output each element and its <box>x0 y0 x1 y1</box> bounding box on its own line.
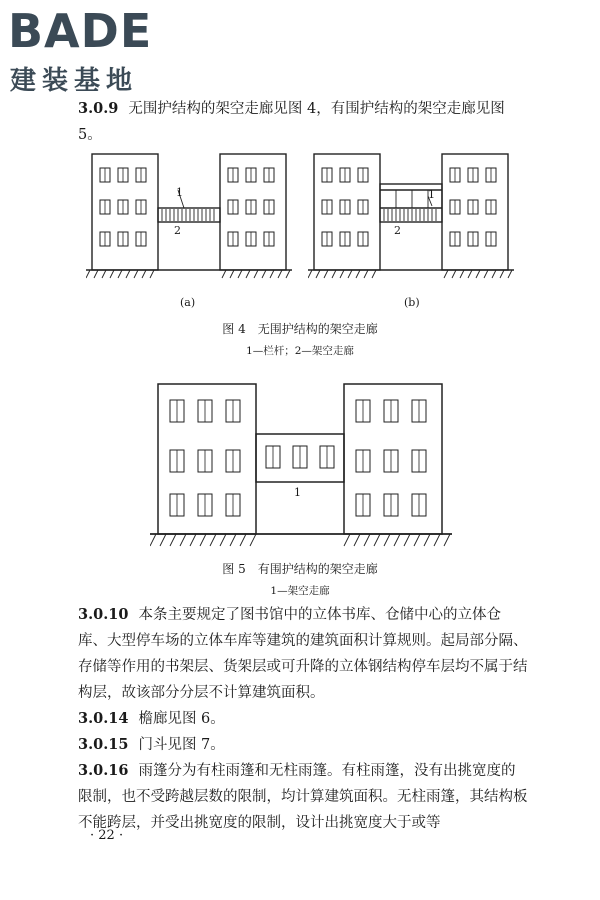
logo-subtitle: 建装基地 <box>10 66 139 96</box>
section-number: 3.0.14 <box>78 710 129 727</box>
fig4-sub-a: (a) <box>180 296 196 309</box>
section-text: 本条主要规定了图书馆中的立体书库、仓储中心的立体仓库、大型停车场的立体车库等建筑的建筑面积计算规则。起局部分隔、存储等作用的书架层、货架层或可升降的立体钢结构停车层均不属于结构层，故该部分分层不计算建筑面积。 <box>78 607 528 701</box>
section-3-0-15 <box>78 732 528 758</box>
figure4-a-drawing <box>86 148 292 280</box>
logo-brand: BADE <box>8 4 153 58</box>
section-text: 檐廊见图 6。 <box>138 711 225 727</box>
page-number: · 22 · <box>90 828 124 843</box>
section-3-0-14 <box>78 706 528 732</box>
fig4b-label-1: 1 <box>428 188 435 201</box>
figure4-legend: 1—栏杆；2—架空走廊 <box>246 345 354 357</box>
section-3-0-10 <box>78 602 528 706</box>
figure4-b-drawing <box>308 148 514 280</box>
fig4-sub-b: (b) <box>404 296 420 309</box>
section-text: 门斗见图 7。 <box>138 737 225 753</box>
section-number: 3.0.10 <box>78 606 129 623</box>
fig4a-label-1: 1 <box>176 186 183 199</box>
section-text: 雨篷分为有柱雨篷和无柱雨篷。有柱雨篷，没有出挑宽度的限制，也不受跨越层数的限制，均计算建筑面积。无柱雨篷，其结构板不能跨层，并受出挑宽度的限制，设计出挑宽度大于或等 <box>78 763 528 831</box>
fig4a-label-2: 2 <box>174 224 181 237</box>
section-text: 无围护结构的架空走廊见图 4，有围护结构的架空走廊见图 5。 <box>78 101 505 143</box>
figure5-legend: 1—架空走廊 <box>270 585 330 597</box>
section-number: 3.0.15 <box>78 736 129 753</box>
section-number: 3.0.9 <box>78 100 119 117</box>
fig4b-label-2: 2 <box>394 224 401 237</box>
section-3-0-9 <box>78 96 528 148</box>
section-number: 3.0.16 <box>78 762 129 779</box>
figure5-drawing <box>150 380 452 552</box>
fig5-label-1: 1 <box>294 486 301 499</box>
figure4-caption: 图 4 无围护结构的架空走廊 <box>222 322 378 336</box>
section-3-0-16 <box>78 758 528 836</box>
figure5-caption: 图 5 有围护结构的架空走廊 <box>222 562 378 576</box>
